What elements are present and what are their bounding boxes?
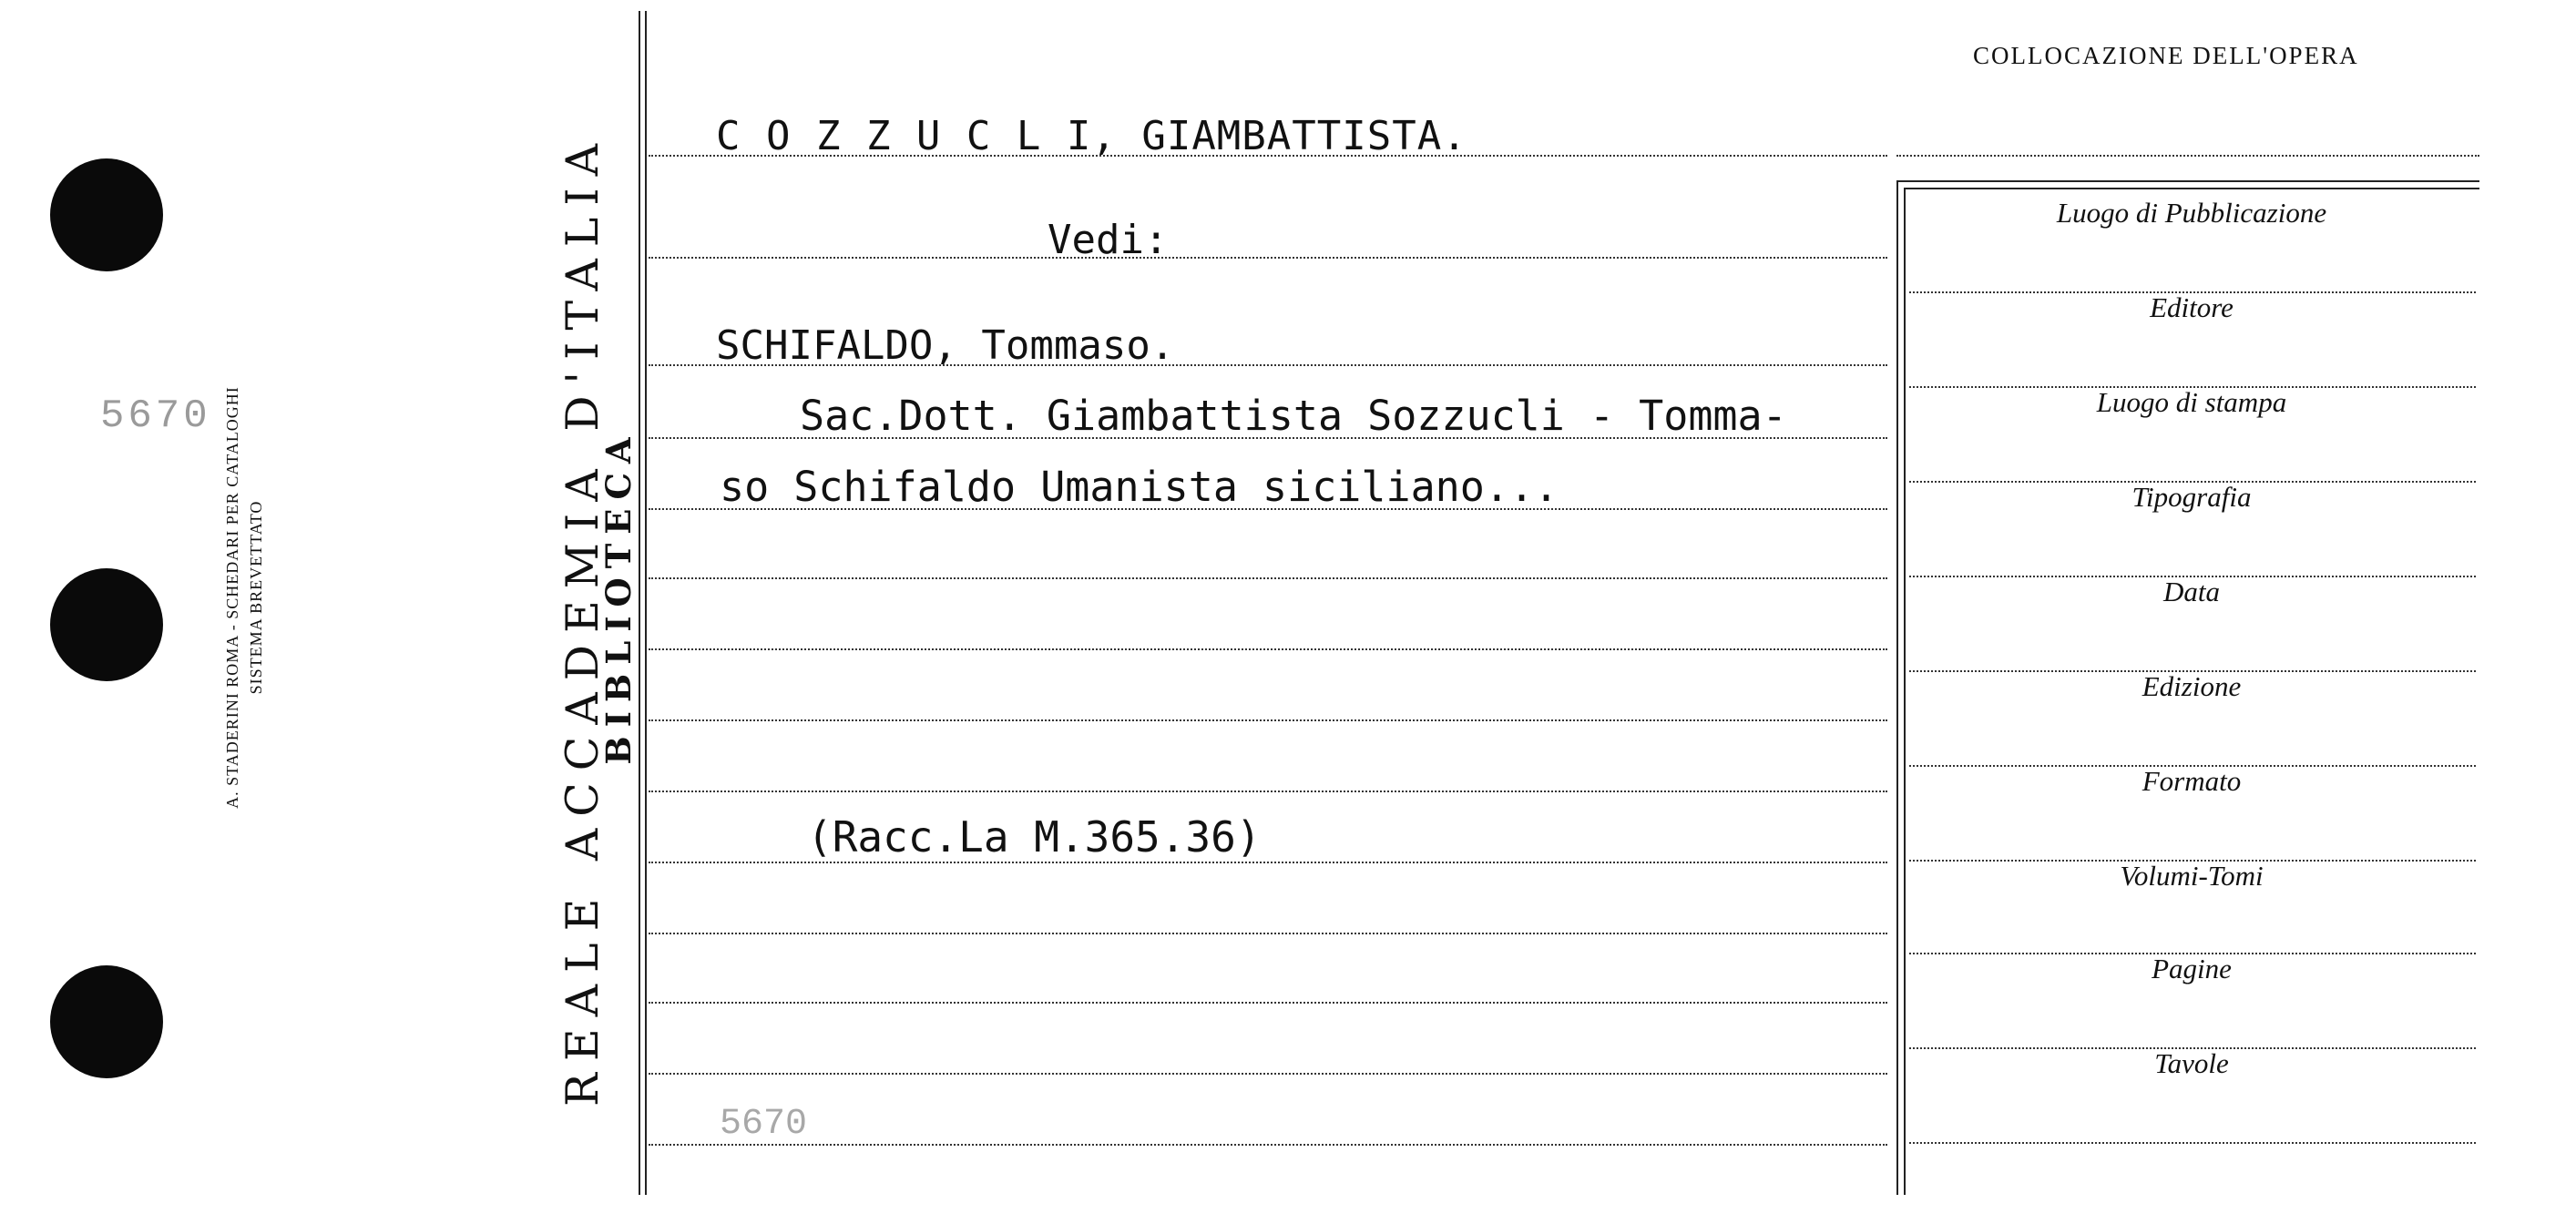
bottom-faint-note: 5670 (720, 1104, 808, 1145)
fields-panel-border-inner (1904, 188, 1906, 1195)
printer-line-2: SISTEMA BREVETTATO (247, 500, 265, 695)
line-rule (649, 719, 1887, 721)
field-label-edizione: Edizione (2142, 670, 2242, 702)
fields-panel-border (1896, 180, 1898, 1195)
fields-panel-top-rule-inner (1904, 188, 2479, 189)
field-label-luogo-pubblicazione: Luogo di Pubblicazione (2056, 197, 2327, 229)
fields-panel-top-rule (1896, 180, 2479, 182)
line-rule (649, 1073, 1887, 1075)
line-rule (649, 257, 1887, 259)
collocation-label: COLLOCAZIONE DELL'OPERA (1973, 42, 2359, 69)
field-label-volumi-tomi: Volumi-Tomi (2120, 860, 2264, 892)
field-label-luogo-stampa: Luogo di stampa (2096, 386, 2287, 418)
reference-author: SCHIFALDO, Tommaso. (716, 322, 1175, 369)
field-rule (1909, 1142, 2476, 1144)
printer-line-1: A. STADERINI ROMA - SCHEDARI PER CATALOGHI (223, 386, 241, 809)
institution-name: REALE ACCADEMIA D'ITALIA (557, 131, 608, 1107)
shelfmark: (Racc.La M.365.36) (807, 812, 1262, 862)
entry-author: C O Z Z U C L I, GIAMBATTISTA. (716, 113, 1467, 159)
line-rule (649, 1002, 1887, 1004)
field-label-tipografia: Tipografia (2131, 481, 2252, 513)
line-rule (649, 933, 1887, 934)
collocation-rule (1896, 155, 2479, 157)
field-label-tavole: Tavole (2154, 1047, 2229, 1079)
field-label-editore: Editore (2150, 291, 2234, 323)
card-left-border (639, 11, 640, 1195)
field-label-formato: Formato (2142, 765, 2242, 797)
line-rule (649, 648, 1887, 650)
see-label: Vedi: (1048, 217, 1169, 263)
department-name: BIBLIOTECA (598, 428, 639, 765)
reference-title-line-2: so Schifaldo Umanista siciliano... (720, 463, 1559, 511)
punch-hole-top (50, 158, 163, 271)
line-rule (649, 1144, 1887, 1146)
card-left-border-inner (645, 11, 647, 1195)
line-rule (649, 790, 1887, 792)
punch-hole-bottom (50, 965, 163, 1078)
line-rule (649, 577, 1887, 579)
field-label-pagine: Pagine (2152, 953, 2232, 984)
field-label-data: Data (2163, 576, 2220, 607)
reference-title-line-1: Sac.Dott. Giambattista Sozzucli - Tomma- (800, 392, 1787, 440)
punch-hole-middle (50, 568, 163, 681)
printer-imprint (220, 324, 271, 871)
line-rule (649, 862, 1887, 863)
stamp-number: 5670 (100, 393, 211, 439)
